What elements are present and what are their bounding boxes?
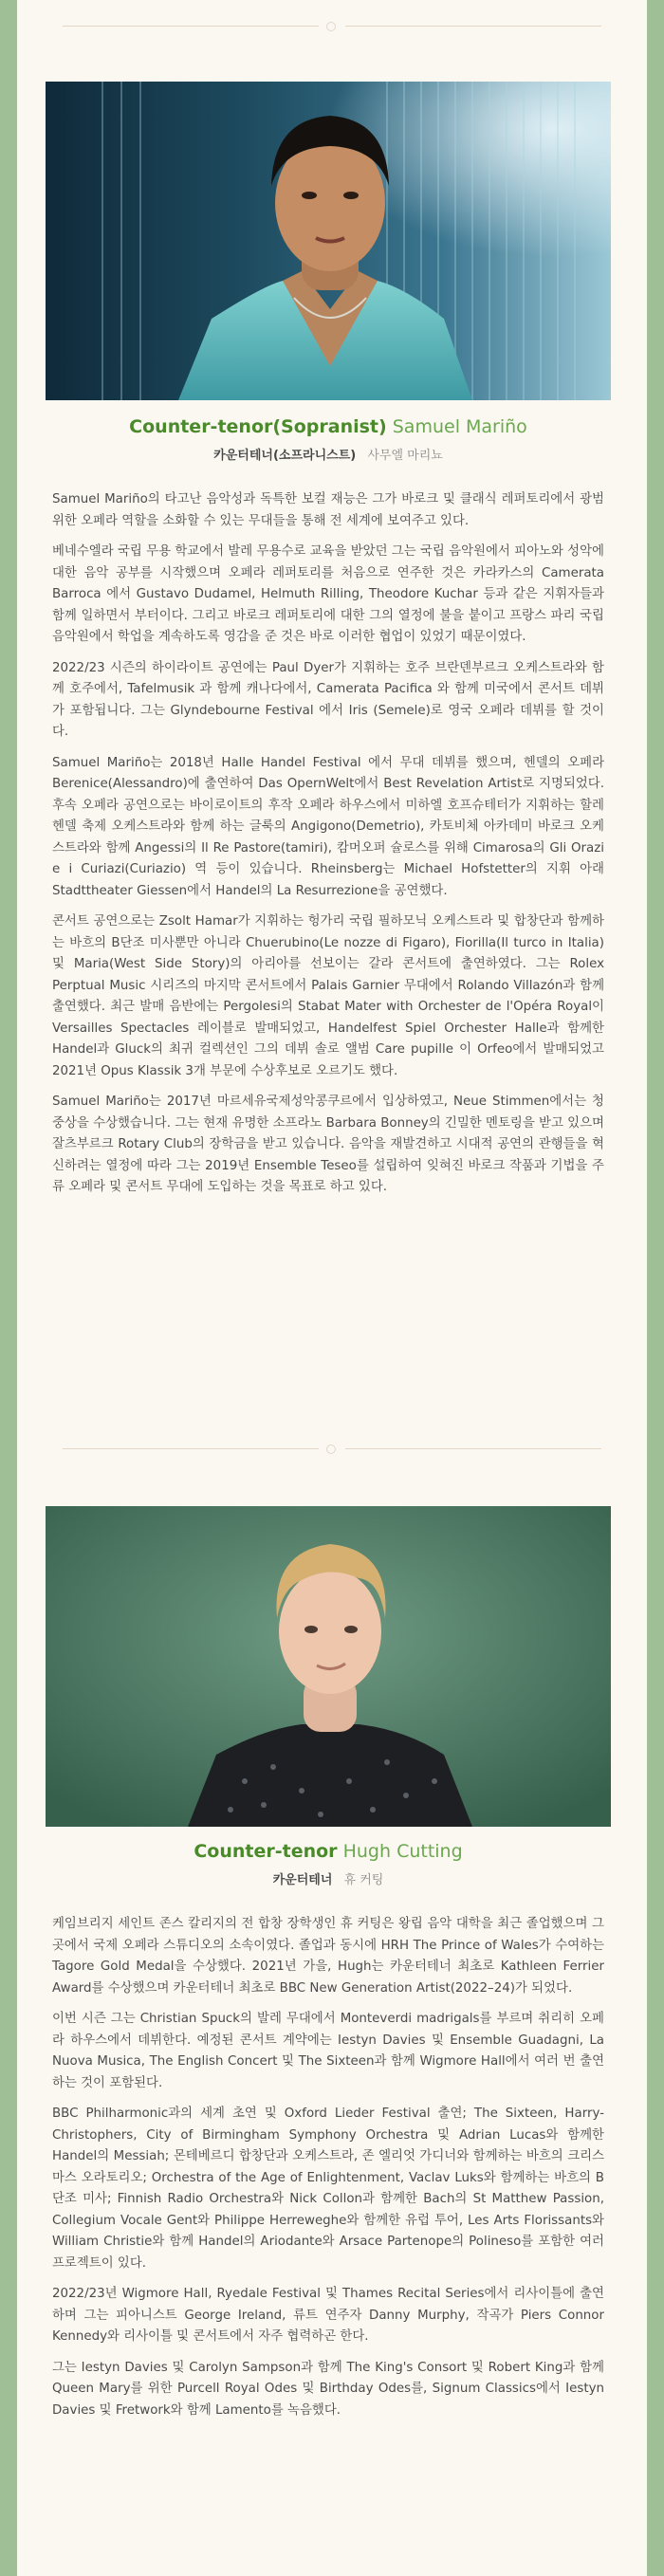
ornamental-divider-middle xyxy=(63,1444,601,1455)
divider-dot-icon xyxy=(326,1444,336,1454)
artist-2-sub-name: 휴 커팅 xyxy=(343,1873,384,1887)
artist-2-biography xyxy=(52,1914,604,2431)
artist-2-role: Counter-tenor xyxy=(194,1841,338,1862)
artist-2-sub-role: 카운터테너 xyxy=(272,1873,333,1887)
artist-1-biography xyxy=(52,489,604,1208)
bio-paragraph: 이번 시즌 그는 Christian Spuck의 발레 무대에서 Monteverdi madrigals를 부르며 취리히 오페라 하우스에서 데뷔한다. 예정된 콘서트 계약에는 Iestyn Davies 및 Ensemble Guadagni, La Nuova Musica, The English Concert 및 The Sixteen과 함께 Wigmore Hall에서 여러 번 출연하는 것이 포함된다. xyxy=(52,2012,604,2090)
ornamental-divider-top xyxy=(63,21,601,32)
artist-2-name: Hugh Cutting xyxy=(342,1841,463,1862)
divider-dot-icon xyxy=(326,22,336,31)
bio-paragraph: Samuel Mariño는 2018년 Halle Handel Festival 에서 무대 데뷔를 했으며, 헨델의 오페라 Berenice(Alessandro)에 출연하여 Das OpernWelt에서 Best Revelation Artist로 지명되었다. 후속 오페라 공연으로는 바이로이트의 후작 오페라 하우스에서 미하엘 호프슈테터가 지휘하는 할레 헨델 축제 오케스트라와 함께 하는 글룩의 Angigono(Demetrio), 카토비체 아카데미 바로크 오케스트라와 함께 Angessi의 Il Re Pastore(tamiri), 캄머오퍼 슐로스를 위해 Cimarosa의 Gli Orazi e i Curiazi(Curiazio) 역 등이 있습니다. Rheinsberg는 Michael Hofstetter의 지휘 아래 Stadttheater Giessen에서 Handel의 La Resurrezione을 공연했다. xyxy=(52,755,604,898)
artist-1-title xyxy=(46,415,611,438)
portrait-photo-hugh-cutting xyxy=(46,1506,611,1827)
bio-paragraph: 베네수엘라 국립 무용 학교에서 발레 무용수로 교육을 받았던 그는 국립 음악원에서 피아노와 성악에 대한 음악 공부를 시작했으며 오페라 레퍼토리를 처음으로 연주한 것은 카라카스의 Camerata Barroca 에서 Gustavo Dudamel, Helmuth Rilling, Theodore Kuchar 등과 같은 지휘자들과 함께 일하면서 부터이다. 그리고 바로크 레퍼토리에 대한 그의 열정에 불을 붙이고 프랑스 파리 국립 음악원에서 학업을 계속하도록 영감을 준 것은 바로 이러한 협업이 있었기 때문이였다. xyxy=(52,544,604,644)
bio-paragraph: 2022/23년 Wigmore Hall, Ryedale Festival 및 Thames Recital Series에서 리사이틀에 출연하며 그는 피아니스트 George Ireland, 류트 연주자 Danny Murphy, 작곡가 Piers Connor Kennedy와 리사이틀 및 콘서트에서 자주 협력하곤 한다. xyxy=(52,2287,604,2344)
artist-1-name: Samuel Mariño xyxy=(392,416,527,437)
artist-1-subtitle xyxy=(46,448,611,465)
artist-1-role: Counter-tenor(Sopranist) xyxy=(129,416,387,437)
bio-paragraph: 그는 Iestyn Davies 및 Carolyn Sampson과 함께 The King's Consort 및 Robert King과 함께 Queen Mary를 위한 Purcell Royal Odes 및 Birthday Odes를, Signum Classics에서 Iestyn Davies 및 Fretwork와 함께 Lamento를 녹음했다. xyxy=(52,2360,604,2418)
bio-paragraph: 2022/23 시즌의 하이라이트 공연에는 Paul Dyer가 지휘하는 호주 브란덴부르크 오케스트라와 함께 호주에서, Tafelmusik 과 함께 캐나다에서, Camerata Pacifica 와 함께 미국에서 콘서트 데뷔가 포함됩니다. 그는 Glyndebourne Festival 에서 Iris (Semele)로 영국 오페라 데뷔를 할 것이다. xyxy=(52,660,604,739)
artist-1-sub-name: 사무엘 마리뇨 xyxy=(367,449,443,463)
portrait-photo-samuel-marino xyxy=(46,82,611,400)
bio-paragraph: 콘서트 공연으로는 Zsolt Hamar가 지휘하는 헝가리 국립 필하모닉 오케스트라 및 합창단과 함께하는 바흐의 B단조 미사뿐만 아니라 Chuerubino(Le nozze di Figaro), Fiorilla(Il turco in Italia) 및 Maria(West Side Story)의 아리아를 선보이는 갈라 콘서트에 출연하였다. 그는 Rolex Perptual Music 시리즈의 마지막 콘서트에서 Palais Garnier 무대에서 Rolando Villazón과 함께 출연했다. 최근 발매 음반에는 Pergolesi의 Stabat Mater with Orchester de l'Opéra Royal이 Versailles Spectacles 레이블로 발매되었고, Handelfest Spiel Orchester Halle과 함께한 Handel과 Gluck의 최귀 컬렉션인 그의 데뷔 솔로 앨범 Care pupille 이 Orfeo에서 발매되었고 2021년 Opus Klassik 3개 부문에 수상후보로 오르기도 했다. xyxy=(52,914,604,1078)
bio-paragraph: BBC Philharmonic과의 세계 초연 및 Oxford Lieder Festival 출연; The Sixteen, Harry-Christophers, City of Birmingham Symphony Orchestra 및 Adrian Lucas와 함께한 Handel의 Messiah; 몬테베르디 합창단과 오케스트라, 존 엘리엇 가디너와 함께하는 바흐의 크리스마스 오라토리오; Orchestra of the Age of Enlightenment, Vaclav Luks와 함께하는 바흐의 B단조 미사; Finnish Radio Orchestra와 Nick Collon과 함께한 Bach의 St Matthew Passion, Collegium Vocale Gent와 Philippe Herreweghe와 함께한 유럽 투어, Les Arts Florissants와 William Christie와 함께 Handel의 Ariodante와 Arsace Partenope의 Polineso를 포함한 여러 프로젝트이 있다. xyxy=(52,2107,604,2271)
artist-2-subtitle xyxy=(46,1872,611,1889)
artist-2-title xyxy=(46,1840,611,1863)
bio-paragraph: Samuel Mariño는 2017년 마르세유국제성악콩쿠르에서 입상하였고, Neue Stimmen에서는 청중상을 수상했습니다. 그는 현재 유명한 소프라노 Barbara Bonney의 긴밀한 멘토링을 받고 있으며 잘츠부르크 Rotary Club의 장학금을 받고 있습니다. 음악을 재발견하고 시대적 공연의 관행들을 혁신하려는 열정에 따라 그는 2019년 Ensemble Teseo를 설립하여 잊혀진 바로크 작품과 기법을 주류 오페라 및 콘서트 무대에 도입하는 것을 목표로 하고 있다. xyxy=(52,1095,604,1194)
bio-paragraph: 케임브리지 세인트 존스 칼리지의 전 합창 장학생인 휴 커팅은 왕립 음악 대학을 최근 졸업했으며 그곳에서 국제 오페라 스튜디오의 소속이였다. 졸업과 동시에 HRH The Prince of Wales가 수여하는 Tagore Gold Medal을 수상했다. 2021년 가을, Hugh는 카운터테너 최초로 Kathleen Ferrier Award를 수상했으며 카운터테너 최초로 BBC New Generation Artist(2022–24)가 되었다. xyxy=(52,1917,604,1996)
bio-paragraph: Samuel Mariño의 타고난 음악성과 독특한 보컬 재능은 그가 바로크 및 클래식 레퍼토리에서 광범위한 오페라 역할을 소화할 수 있는 무대들을 통해 전 세계에 보여주고 있다. xyxy=(52,492,604,528)
artist-1-sub-role: 카운터테너(소프라니스트) xyxy=(213,449,357,463)
program-page xyxy=(17,0,647,2576)
